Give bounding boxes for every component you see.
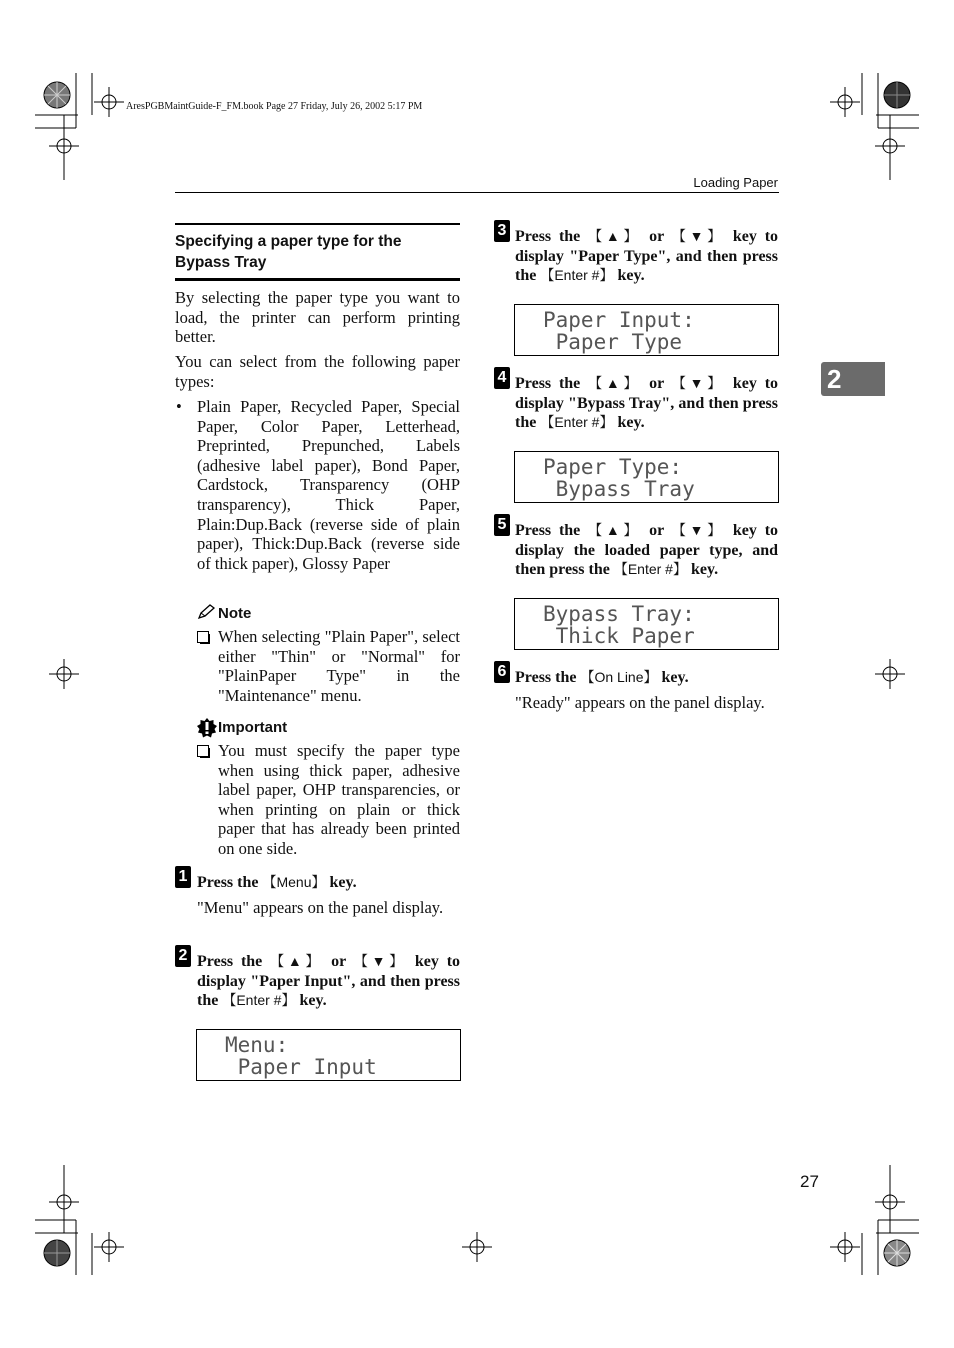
step-5-text-middle: key to display the loaded paper type, and then press the (515, 522, 779, 579)
step-2-text-after: key. (295, 992, 327, 1010)
important-item (197, 741, 460, 859)
lcd-display-paper-input (514, 304, 779, 356)
intro-paragraph-1: By selecting the paper type you want to load, the printer can perform printing better. (175, 288, 460, 347)
down-key: 【▼】 (671, 375, 726, 391)
registration-mark-icon (830, 1232, 860, 1262)
note-item (197, 627, 460, 705)
lcd-line-2: Paper Input (225, 1055, 377, 1079)
registration-mark-icon (875, 1187, 905, 1217)
step-6-result: "Ready" appears on the panel display. (515, 693, 765, 712)
color-target-icon (883, 1239, 911, 1267)
enter-key: 【Enter #】 (222, 992, 296, 1009)
running-head: Loading Paper (693, 175, 778, 190)
step-3-number: 3 (494, 220, 510, 242)
step-1-result: "Menu" appears on the panel display. (197, 898, 444, 917)
header-rule (175, 192, 779, 193)
lcd-line-2: Thick Paper (543, 624, 695, 648)
step-1-instruction (197, 873, 460, 893)
step-1-number: 1 (175, 866, 191, 888)
down-key: 【▼】 (671, 228, 726, 244)
checkbox-icon (197, 631, 209, 643)
step-4-text-before: Press the (515, 375, 589, 392)
lcd-line-2: Bypass Tray (543, 477, 695, 501)
step-3-text-before: Press the (515, 228, 589, 245)
step-5-or: or (641, 522, 672, 539)
important-text: You must specify the paper type when using thick paper, adhesive label paper, OHP transparencies, or when printing on plain or thick paper that has already been printed on one side. (218, 741, 460, 858)
step-4-or: or (641, 375, 672, 392)
intro-paragraph-2: You can select from the following paper types: (175, 352, 460, 391)
checkbox-icon (197, 745, 209, 757)
step-5-instruction (515, 521, 778, 580)
step-6-number: 6 (494, 661, 510, 683)
step-4-number: 4 (494, 367, 510, 389)
step-6-instruction (515, 668, 778, 688)
registration-mark-icon (830, 87, 860, 117)
step-3-or: or (641, 228, 672, 245)
registration-mark-icon (94, 1232, 124, 1262)
step-6-text-before: Press the (515, 669, 581, 686)
registration-mark-icon (49, 131, 79, 161)
bullet: • (176, 397, 182, 416)
up-key: 【▲】 (588, 375, 642, 391)
color-target-icon (43, 81, 71, 109)
step-4-instruction (515, 374, 778, 433)
step-2-number: 2 (175, 945, 191, 967)
note-text: When selecting "Plain Paper", select either "Thin" or "Normal" for "PlainPaper Type" in the "Maintenance" menu. (218, 627, 460, 705)
registration-mark-icon (875, 659, 905, 689)
step-2-text-middle: key to display "Paper Input", and then press the (197, 953, 461, 1010)
important-badge-icon (197, 718, 217, 738)
down-key: 【▼】 (671, 522, 726, 538)
note-label: Note (218, 605, 252, 622)
lcd-display-paper-type (514, 451, 779, 503)
up-key: 【▲】 (588, 228, 642, 244)
lcd-line-2: Paper Type (543, 330, 683, 354)
registration-mark-icon (49, 659, 79, 689)
lcd-display-bypass-tray (514, 598, 779, 650)
on-line-key: 【On Line】 (580, 669, 658, 685)
step-5-text-after: key. (686, 561, 719, 579)
step-5-text-before: Press the (515, 522, 589, 539)
color-target-icon (43, 1239, 71, 1267)
chapter-tab: 2 (821, 362, 885, 396)
lcd-line-1: Paper Type: (543, 455, 683, 479)
registration-mark-icon (94, 87, 124, 117)
color-target-icon (883, 81, 911, 109)
registration-mark-icon (49, 1187, 79, 1217)
lcd-line-1: Menu: (225, 1033, 289, 1057)
step-2-instruction (197, 952, 460, 1011)
section-heading: Specifying a paper type for the Bypass Tray (175, 223, 460, 281)
enter-key: 【Enter #】 (540, 267, 614, 284)
step-3-text-middle: key to display "Paper Type", and then press the (515, 228, 779, 285)
lcd-line-1: Paper Input: (543, 308, 695, 332)
enter-key: 【Enter #】 (540, 414, 614, 431)
enter-key: 【Enter #】 (613, 561, 687, 578)
up-key: 【▲】 (270, 953, 324, 969)
lcd-line-1: Bypass Tray: (543, 602, 695, 626)
page-number: 27 (800, 1172, 819, 1191)
step-2-or: or (323, 953, 354, 970)
up-key: 【▲】 (588, 522, 642, 538)
step-6-text-after: key. (657, 669, 689, 686)
paper-types-text: Plain Paper, Recycled Paper, Special Paper, Color Paper, Letterhead, Preprinted, Prepunched, Labels (adhesive label paper), Bond Paper, Cardstock, Transparency (OHP transparency), Thick Paper, Plain:Dup.Back (reverse side of plain paper), Thick:Dup.Back (reverse side of thick paper), Glossy Paper (197, 397, 460, 573)
step-1-text-before: Press the (197, 874, 263, 891)
step-3-instruction (515, 227, 778, 286)
down-key: 【▼】 (353, 953, 408, 969)
step-4-text-after: key. (613, 414, 645, 432)
paper-types-list-item (176, 397, 460, 573)
file-info: AresPGBMaintGuide-F_FM.book Page 27 Friday, July 26, 2002 5:17 PM (126, 101, 423, 112)
pencil-icon (197, 604, 215, 620)
important-label: Important (218, 719, 288, 736)
registration-mark-icon (875, 131, 905, 161)
step-4-text-middle: key to display "Bypass Tray", and then press the (515, 375, 779, 432)
step-1-text-after: key. (325, 874, 357, 891)
step-5-number: 5 (494, 514, 510, 536)
menu-key: 【Menu】 (262, 874, 326, 890)
step-3-text-after: key. (613, 267, 645, 285)
step-2-text-before: Press the (197, 953, 271, 970)
lcd-display-menu (196, 1029, 461, 1081)
registration-mark-icon (462, 1232, 492, 1262)
